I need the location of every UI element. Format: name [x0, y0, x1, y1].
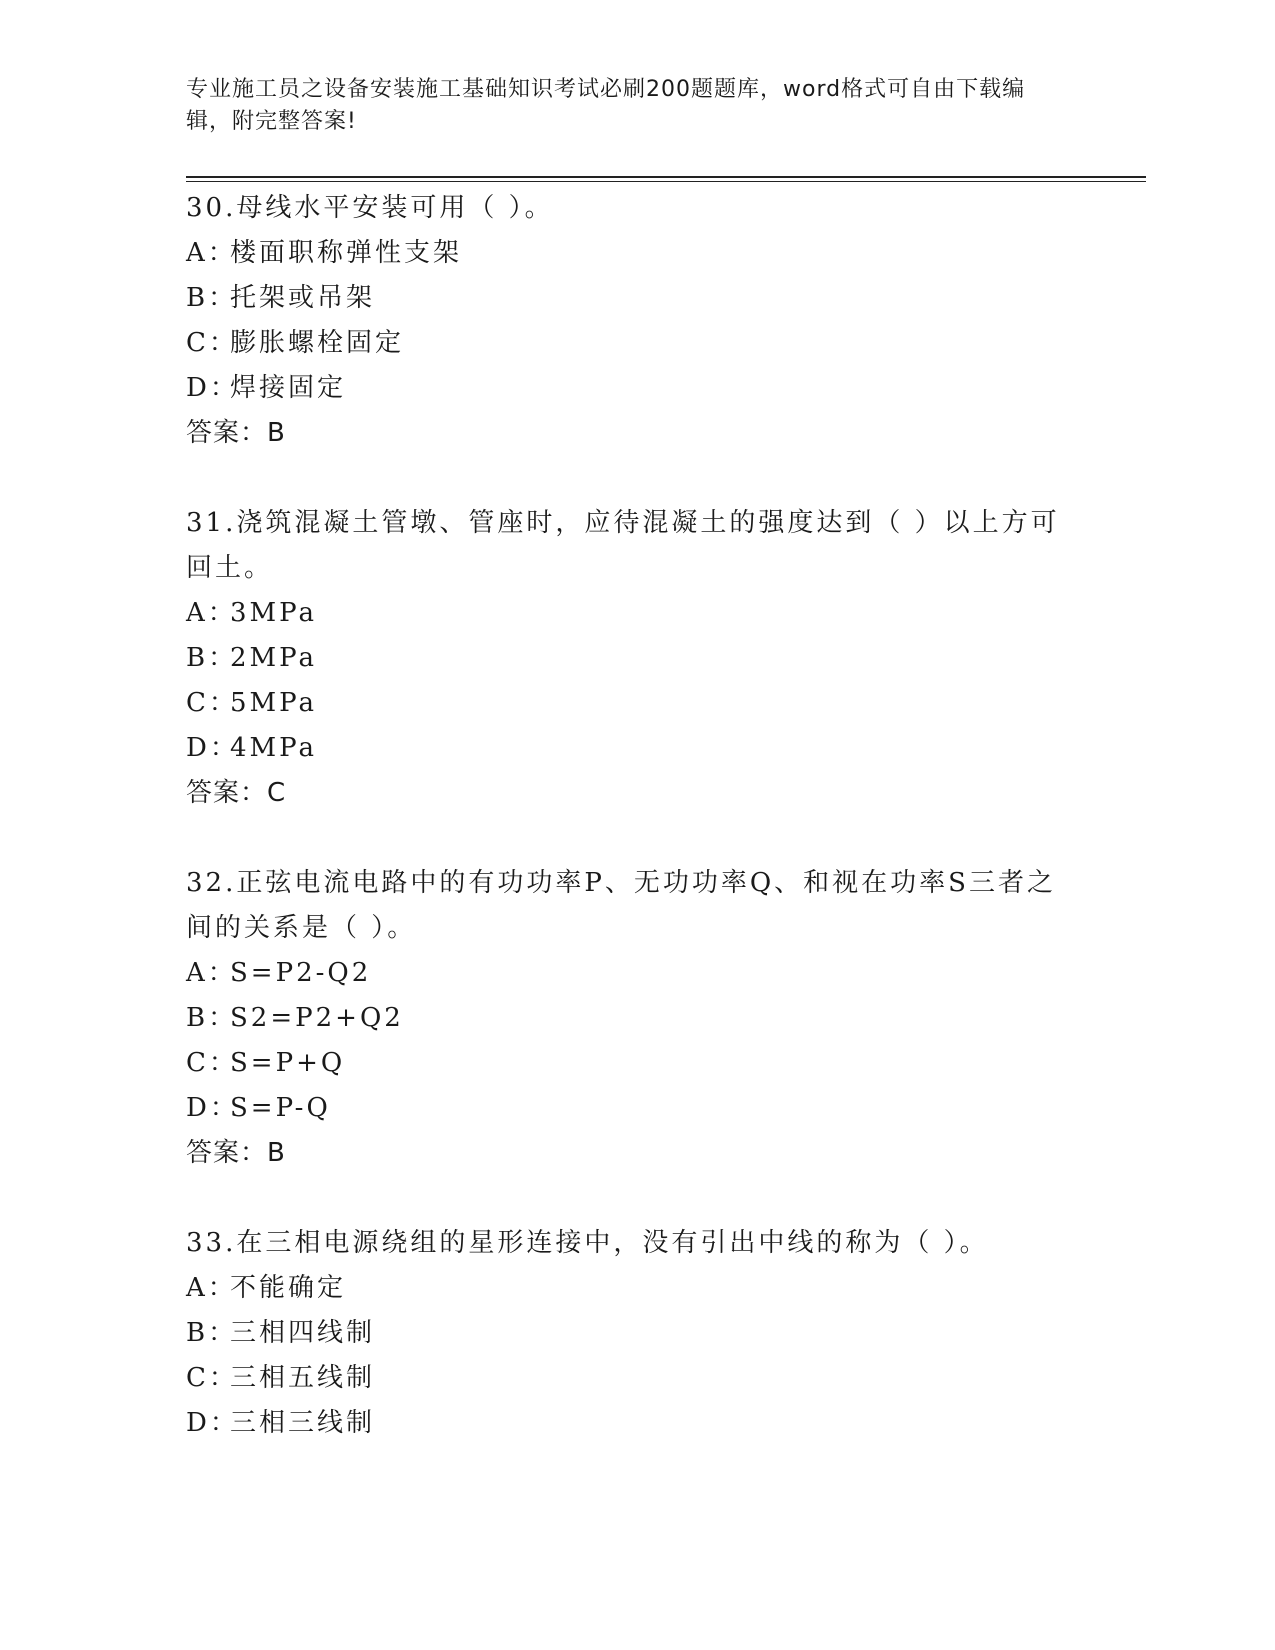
option-key: D： — [186, 373, 239, 403]
option-key: D： — [186, 733, 239, 763]
option-key: A： — [186, 958, 237, 988]
question-text — [186, 501, 1066, 591]
option-text: S2=P2+Q2 — [230, 1003, 404, 1033]
answer-line: 答案：B — [186, 418, 286, 448]
option-key: D： — [186, 1093, 239, 1123]
option-text: 5MPa — [230, 688, 317, 718]
option-key: A： — [186, 598, 237, 628]
question-body: 正弦电流电路中的有功功率P、无功功率Q、和视在功率S三者之间的关系是（ ）。 — [186, 868, 1056, 943]
option-text: 三相五线制 — [230, 1363, 376, 1393]
option-b — [186, 636, 1066, 681]
question-33 — [186, 1221, 1066, 1446]
option-text: 膨胀螺栓固定 — [230, 328, 405, 358]
question-spacer — [186, 1176, 1066, 1221]
question-spacer — [186, 816, 1066, 861]
question-body: 浇筑混凝土管墩、管座时，应待混凝土的强度达到（ ）以上方可回土。 — [186, 508, 1060, 583]
option-c — [186, 681, 1066, 726]
option-a — [186, 231, 1066, 276]
question-text — [186, 861, 1066, 951]
header-rule-thick — [186, 176, 1146, 178]
option-key: B： — [186, 1318, 238, 1348]
option-text: S=P-Q — [230, 1093, 331, 1123]
option-b — [186, 996, 1066, 1041]
option-d — [186, 726, 1066, 771]
option-a — [186, 951, 1066, 996]
option-b — [186, 276, 1066, 321]
option-text: 2MPa — [230, 643, 317, 673]
option-b — [186, 1311, 1066, 1356]
question-32 — [186, 861, 1066, 1176]
question-number: 32. — [186, 868, 237, 898]
option-d — [186, 1086, 1066, 1131]
question-text — [186, 1221, 1066, 1266]
option-a — [186, 1266, 1066, 1311]
question-number: 30. — [186, 193, 237, 223]
option-text: 3MPa — [230, 598, 317, 628]
option-key: C： — [186, 688, 238, 718]
question-31 — [186, 501, 1066, 816]
option-c — [186, 1041, 1066, 1086]
question-30 — [186, 186, 1066, 456]
option-key: B： — [186, 283, 238, 313]
question-body: 在三相电源绕组的星形连接中，没有引出中线的称为（ ）。 — [236, 1228, 989, 1258]
option-text: 4MPa — [230, 733, 317, 763]
option-key: B： — [186, 1003, 238, 1033]
option-text: 焊接固定 — [230, 373, 347, 403]
option-key: B： — [186, 643, 238, 673]
option-key: C： — [186, 1048, 238, 1078]
header-rule-thin — [186, 181, 1146, 182]
answer-line: 答案：C — [186, 778, 287, 808]
option-text: 不能确定 — [230, 1273, 347, 1303]
option-c — [186, 1356, 1066, 1401]
question-number: 31. — [186, 508, 237, 538]
option-d — [186, 1401, 1066, 1446]
question-spacer — [186, 456, 1066, 501]
option-key: D： — [186, 1408, 239, 1438]
question-list — [186, 186, 1066, 1446]
question-number: 33. — [186, 1228, 237, 1258]
option-key: A： — [186, 1273, 237, 1303]
option-text: 三相三线制 — [230, 1408, 376, 1438]
option-d — [186, 366, 1066, 411]
question-text — [186, 186, 1066, 231]
question-body: 母线水平安装可用（ ）。 — [236, 193, 554, 223]
option-text: S=P2-Q2 — [230, 958, 372, 988]
option-text: 三相四线制 — [230, 1318, 376, 1348]
option-text: 托架或吊架 — [230, 283, 376, 313]
document-title: 专业施工员之设备安装施工基础知识考试必刷200题题库，word格式可自由下载编辑，附完整答案! — [186, 77, 1026, 134]
option-text: 楼面职称弹性支架 — [230, 238, 463, 268]
option-c — [186, 321, 1066, 366]
option-key: A： — [186, 238, 237, 268]
option-a — [186, 591, 1066, 636]
answer-line: 答案：B — [186, 1138, 286, 1168]
option-key: C： — [186, 328, 238, 358]
option-key: C： — [186, 1363, 238, 1393]
option-text: S=P+Q — [230, 1048, 346, 1078]
